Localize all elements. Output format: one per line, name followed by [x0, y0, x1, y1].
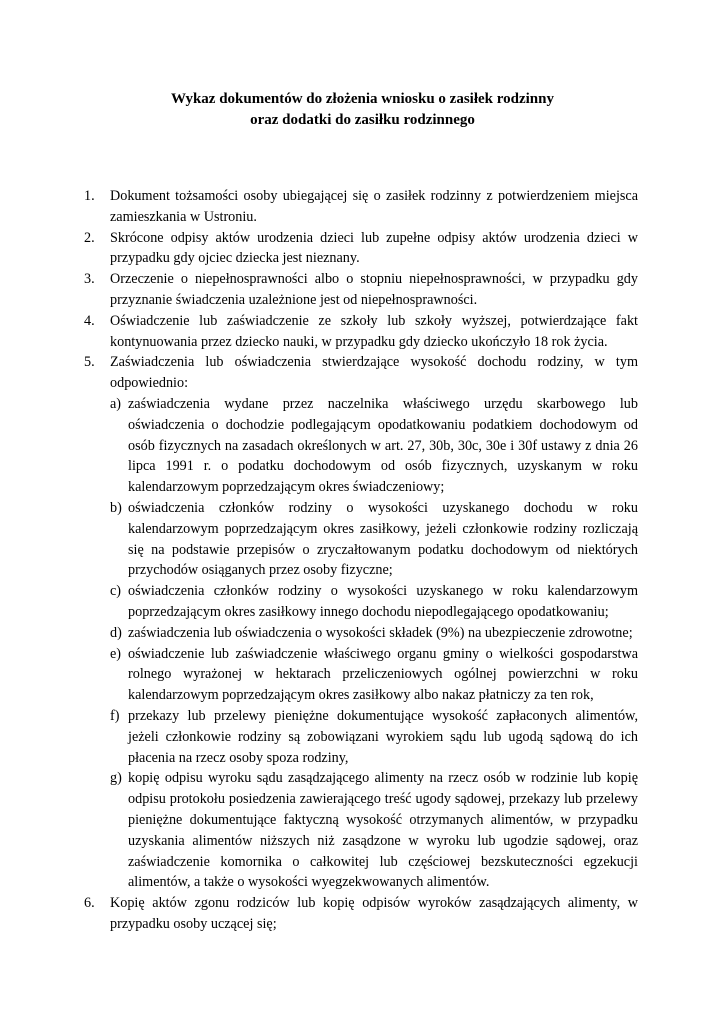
list-item [84, 352, 638, 893]
list-item-text: Orzeczenie o niepełnosprawności albo o stopniu niepełnosprawności, w przypadku gdy przyznanie świadczenia uzależnione jest od niepełnosprawności. [110, 271, 638, 308]
sublist-item [110, 394, 638, 498]
list-item [84, 311, 638, 353]
list-item [84, 269, 638, 311]
list-item-number: 1. [84, 188, 95, 204]
sublist-item-text: oświadczenia członków rodziny o wysokości uzyskanego w roku kalendarzowym poprzedzającym okres zasiłkowy innego dochodu niepodlegającego opodatkowaniu; [128, 583, 638, 620]
list-item [84, 186, 638, 228]
title-line-1: Wykaz dokumentów do złożenia wniosku o zasiłek rodzinny [171, 91, 554, 107]
title-line-2: oraz dodatki do zasiłku rodzinnego [250, 112, 475, 128]
list-item-text: Zaświadczenia lub oświadczenia stwierdzające wysokość dochodu rodziny, w tym odpowiednio: [110, 354, 638, 392]
sublist-item-letter: d) [110, 624, 122, 641]
list-item [84, 228, 638, 270]
sublist-item-letter: f) [110, 707, 120, 724]
list-item-text: Skrócone odpisy aktów urodzenia dzieci lub zupełne odpisy aktów urodzenia dzieci w przypadku gdy ojciec dziecka jest nieznany. [110, 229, 638, 267]
documents-list [84, 186, 638, 935]
sublist-item-text: zaświadczenia wydane przez naczelnika właściwego urzędu skarbowego lub oświadczenia o dochodzie podlegającym opodatkowaniu podatkiem dochodowym od osób fizycznych na zasadach określonych w art. 27, 30b, 30c, 30e i 30f ustawy z dnia 26 lipca 1991 r. o podatku dochodowym od osób fizycznych, uzyskanym w roku kalendarzowym poprzedzającym okres świadczeniowy; [128, 395, 638, 496]
sublist-item-text: przekazy lub przelewy pieniężne dokumentujące wysokość zapłaconych alimentów, jeżeli członkowie rodziny są zobowiązani wyrokiem sądu lub ugodą sądową do ich płacenia na rzecz osoby spoza rodziny, [128, 707, 638, 766]
list-item-number: 4. [84, 312, 95, 329]
sublist-item-letter: c) [110, 583, 122, 600]
list-item-text: Dokument tożsamości osoby ubiegającej się o zasiłek rodzinny z potwierdzeniem miejsca zamieszkania w Ustroniu. [110, 188, 638, 225]
sublist-item-text: kopię odpisu wyroku sądu zasądzającego alimenty na rzecz osób w rodzinie lub kopię odpisu protokołu posiedzenia zawierającego treść ugody sądowej, przekazy lub przelewy pieniężne dokumentujące faktyczną wysokość otrzymanych alimentów, w przypadku uzyskania alimentów niższych niż zasądzone w wyroku lub ugodzie sądowej, oraz zaświadczenie komornika o całkowitej lub częściowej bezskuteczności egzekucji alimentów, a także o wysokości wyegzekwowanych alimentów. [128, 770, 638, 891]
sublist-item [110, 498, 638, 581]
list-item-text: Oświadczenie lub zaświadczenie ze szkoły lub szkoły wyższej, potwierdzające fakt kontynuowania przez dziecko nauki, w przypadku gdy dziecko ukończyło 18 rok życia. [110, 312, 638, 350]
sublist-item [110, 768, 638, 893]
sublist-item [110, 581, 638, 623]
list-item-number: 6. [84, 895, 95, 912]
sublist-item-letter: e) [110, 645, 122, 662]
list-item-text: Kopię aktów zgonu rodziców lub kopię odpisów wyroków zasądzających alimenty, w przypadku osoby uczącej się; [110, 895, 638, 932]
sublist-item-letter: b) [110, 499, 122, 516]
list-item-number: 5. [84, 354, 95, 371]
sublist-item-text: oświadczenia członków rodziny o wysokości uzyskanego dochodu w roku kalendarzowym poprzedzającym okres zasiłkowy, jeżeli członkowie rodziny rozliczają się na podstawie przepisów o zryczałtowanym podatku dochodowym od niektórych przychodów osiąganych przez osoby fizyczne; [128, 499, 638, 579]
sublist-item [110, 644, 638, 706]
income-documents-sublist [110, 394, 638, 893]
list-item-number: 2. [84, 229, 95, 246]
document-title [0, 89, 725, 131]
list-item-number: 3. [84, 271, 95, 288]
sublist-item-text: zaświadczenia lub oświadczenia o wysokości składek (9%) na ubezpieczenie zdrowotne; [128, 624, 633, 641]
sublist-item [110, 623, 638, 644]
sublist-item-letter: g) [110, 770, 122, 787]
sublist-item-letter: a) [110, 395, 122, 412]
list-item [84, 893, 638, 935]
sublist-item [110, 706, 638, 768]
sublist-item-text: oświadczenie lub zaświadczenie właściwego organu gminy o wielkości gospodarstwa rolnego wyrażonej w hektarach przeliczeniowych ogólnej powierzchni w roku kalendarzowym poprzedzającym okres zasiłkowy albo nakaz płatniczy za ten rok, [128, 645, 638, 704]
